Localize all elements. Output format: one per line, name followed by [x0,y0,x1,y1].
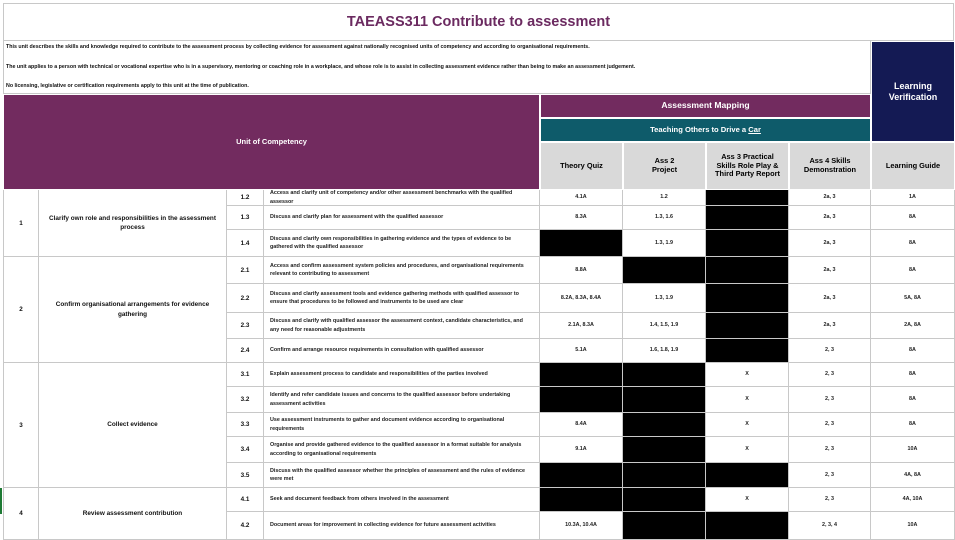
ass2-project-cell[interactable] [623,463,706,488]
learning-guide-cell[interactable]: 8A [871,387,955,413]
header-ass2-project[interactable]: Ass 2 Project [623,142,706,190]
element-description[interactable]: Discuss and clarify own responsibilities in gathering evidence and the types of evidence to be gathered with the qualified assessor [264,230,540,257]
ass2-project-cell[interactable]: 1.6, 1.8, 1.9 [623,339,706,363]
element-description[interactable]: Discuss with the qualified assessor whether the principles of assessment and the rules of evidence were met [264,463,540,488]
ass3-practical-cell[interactable]: X [706,413,789,437]
unit-number[interactable]: 3 [3,363,39,488]
ass4-skills-cell[interactable]: 2, 3 [789,463,871,488]
ass2-project-cell[interactable]: 1.3, 1.6 [623,206,706,230]
ass4-skills-cell[interactable]: 2a, 3 [789,257,871,284]
description-line: No licensing, legislative or certification requirements apply to this unit at the time of publication. [6,83,249,89]
description-cell[interactable] [3,41,871,94]
header-theory-quiz[interactable]: Theory Quiz [540,142,623,190]
ass3-practical-cell[interactable]: X [706,387,789,413]
element-code[interactable]: 1.2 [227,190,264,206]
ass2-project-cell[interactable] [623,488,706,512]
element-code[interactable]: 3.3 [227,413,264,437]
unit-title[interactable]: Clarify own role and responsibilities in the assessment process [39,190,227,257]
ass2-project-cell[interactable]: 1.3, 1.9 [623,284,706,313]
ass3-practical-cell[interactable] [706,257,789,284]
theory-quiz-cell[interactable]: 4.1A [540,190,623,206]
element-description[interactable]: Use assessment instruments to gather and document evidence according to organisational requirements [264,413,540,437]
theory-quiz-cell[interactable] [540,363,623,387]
selection-marker [0,488,2,514]
element-code[interactable]: 2.3 [227,313,264,339]
element-description[interactable]: Explain assessment process to candidate and responsibilities of the parties involved [264,363,540,387]
theory-quiz-cell[interactable]: 8.4A [540,413,623,437]
theory-quiz-cell[interactable]: 2.1A, 8.3A [540,313,623,339]
element-description[interactable]: Access and confirm assessment system policies and procedures, and organisational requirements relevant to contributing to assessment [264,257,540,284]
learning-guide-cell[interactable]: 4A, 8A [871,463,955,488]
theory-quiz-cell[interactable] [540,488,623,512]
theory-quiz-cell[interactable]: 5.1A [540,339,623,363]
ass4-skills-cell[interactable]: 2, 3 [789,437,871,463]
element-code[interactable]: 1.4 [227,230,264,257]
ass3-practical-cell[interactable]: X [706,488,789,512]
learning-guide-cell[interactable]: 8A [871,257,955,284]
unit-number[interactable]: 4 [3,488,39,540]
ass3-practical-cell[interactable] [706,230,789,257]
theory-quiz-cell[interactable]: 10.3A, 10.4A [540,512,623,540]
ass3-practical-cell[interactable]: X [706,363,789,387]
ass3-practical-cell[interactable] [706,313,789,339]
element-code[interactable]: 4.2 [227,512,264,540]
ass4-skills-cell[interactable]: 2, 3 [789,488,871,512]
learning-guide-cell[interactable]: 8A [871,413,955,437]
header-teaching-others[interactable]: Teaching Others to Drive a Car [540,118,871,142]
ass3-practical-cell[interactable]: X [706,437,789,463]
element-code[interactable]: 2.4 [227,339,264,363]
header-unit-of-competency[interactable]: Unit of Competency [3,94,540,190]
ass4-skills-cell[interactable]: 2a, 3 [789,206,871,230]
learning-guide-cell[interactable]: 10A [871,437,955,463]
learning-guide-cell[interactable]: 8A [871,363,955,387]
element-code[interactable]: 3.4 [227,437,264,463]
element-description[interactable]: Access and clarify unit of competency and/or other assessment benchmarks with the qualified assessor [264,190,540,206]
ass2-project-cell[interactable]: 1.3, 1.9 [623,230,706,257]
ass4-skills-cell[interactable]: 2, 3 [789,339,871,363]
ass4-skills-cell[interactable]: 2, 3 [789,363,871,387]
theory-quiz-cell[interactable] [540,387,623,413]
ass3-practical-cell[interactable] [706,463,789,488]
ass3-practical-cell[interactable] [706,339,789,363]
unit-title[interactable]: Review assessment contribution [39,488,227,540]
learning-guide-cell[interactable]: 5A, 8A [871,284,955,313]
learning-guide-cell[interactable]: 8A [871,230,955,257]
ass2-project-cell[interactable] [623,257,706,284]
theory-quiz-cell[interactable] [540,463,623,488]
unit-number[interactable]: 1 [3,190,39,257]
theory-quiz-cell[interactable]: 8.8A [540,257,623,284]
element-description[interactable]: Identify and refer candidate issues and concerns to the qualified assessor before undertaking assessment activities [264,387,540,413]
learning-guide-cell[interactable]: 1A [871,190,955,206]
ass4-skills-cell[interactable]: 2, 3, 4 [789,512,871,540]
ass4-skills-cell[interactable]: 2a, 3 [789,230,871,257]
element-code[interactable]: 2.2 [227,284,264,313]
element-description[interactable]: Discuss and clarify with qualified assessor the assessment context, candidate characteristics, and any need for reasonable adjustments [264,313,540,339]
ass4-skills-cell[interactable]: 2, 3 [789,387,871,413]
ass3-practical-cell[interactable] [706,284,789,313]
element-description[interactable]: Discuss and clarify plan for assessment with the qualified assessor [264,206,540,230]
ass2-project-cell[interactable] [623,437,706,463]
element-code[interactable]: 2.1 [227,257,264,284]
learning-guide-cell[interactable]: 4A, 10A [871,488,955,512]
ass3-practical-cell[interactable] [706,190,789,206]
page-title: TAEASS311 Contribute to assessment [346,14,611,30]
element-code[interactable]: 1.3 [227,206,264,230]
header-assessment-mapping[interactable]: Assessment Mapping [540,94,871,118]
element-description[interactable]: Discuss and clarify assessment tools and evidence gathering methods with qualified assessor to ensure that procedures to be followed and instruments to be used are clear [264,284,540,313]
unit-title[interactable]: Collect evidence [39,363,227,488]
element-description[interactable]: Confirm and arrange resource requirements in consultation with qualified assessor [264,339,540,363]
ass3-practical-cell[interactable] [706,512,789,540]
theory-quiz-cell[interactable] [540,230,623,257]
title-cell[interactable] [3,3,954,41]
element-code[interactable]: 3.5 [227,463,264,488]
element-description[interactable]: Document areas for improvement in collecting evidence for future assessment activities [264,512,540,540]
ass4-skills-cell[interactable]: 2a, 3 [789,284,871,313]
ass2-project-cell[interactable] [623,512,706,540]
header-ass3-practical[interactable]: Ass 3 Practical Skills Role Play & Third Party Report [706,142,789,190]
learning-guide-cell[interactable]: 8A [871,339,955,363]
unit-number[interactable]: 2 [3,257,39,363]
header-learning-guide[interactable]: Learning Guide [871,142,955,190]
ass2-project-cell[interactable]: 1.2 [623,190,706,206]
header-learning-verification[interactable]: Learning Verification [871,41,955,142]
element-description[interactable]: Seek and document feedback from others involved in the assessment [264,488,540,512]
unit-title[interactable]: Confirm organisational arrangements for evidence gathering [39,257,227,363]
theory-quiz-cell[interactable]: 8.3A [540,206,623,230]
ass2-project-cell[interactable] [623,413,706,437]
ass4-skills-cell[interactable]: 2a, 3 [789,313,871,339]
element-description[interactable]: Organise and provide gathered evidence to the qualified assessor in a format suitable for analysis according to organisational requirements [264,437,540,463]
learning-guide-cell[interactable]: 10A [871,512,955,540]
learning-guide-cell[interactable]: 8A [871,206,955,230]
description-line: This unit describes the skills and knowledge required to contribute to the assessment process by collecting evidence for assessment against nationally recognised units of competency and according to organisational requirements. [6,44,590,50]
theory-quiz-cell[interactable]: 8.2A, 8.3A, 8.4A [540,284,623,313]
element-code[interactable]: 4.1 [227,488,264,512]
ass2-project-cell[interactable] [623,387,706,413]
ass2-project-cell[interactable] [623,363,706,387]
learning-guide-cell[interactable]: 2A, 8A [871,313,955,339]
ass4-skills-cell[interactable]: 2, 3 [789,413,871,437]
description-line: The unit applies to a person with technical or vocational expertise who is in a supervisory, mentoring or coaching role in a workplace, and whose role is to assist in collecting assessment evidence rather than being to make an assessment judgement. [6,64,636,70]
ass4-skills-cell[interactable]: 2a, 3 [789,190,871,206]
element-code[interactable]: 3.1 [227,363,264,387]
theory-quiz-cell[interactable]: 9.1A [540,437,623,463]
element-code[interactable]: 3.2 [227,387,264,413]
ass2-project-cell[interactable]: 1.4, 1.5, 1.9 [623,313,706,339]
ass3-practical-cell[interactable] [706,206,789,230]
header-ass4-skills[interactable]: Ass 4 Skills Demonstration [789,142,871,190]
